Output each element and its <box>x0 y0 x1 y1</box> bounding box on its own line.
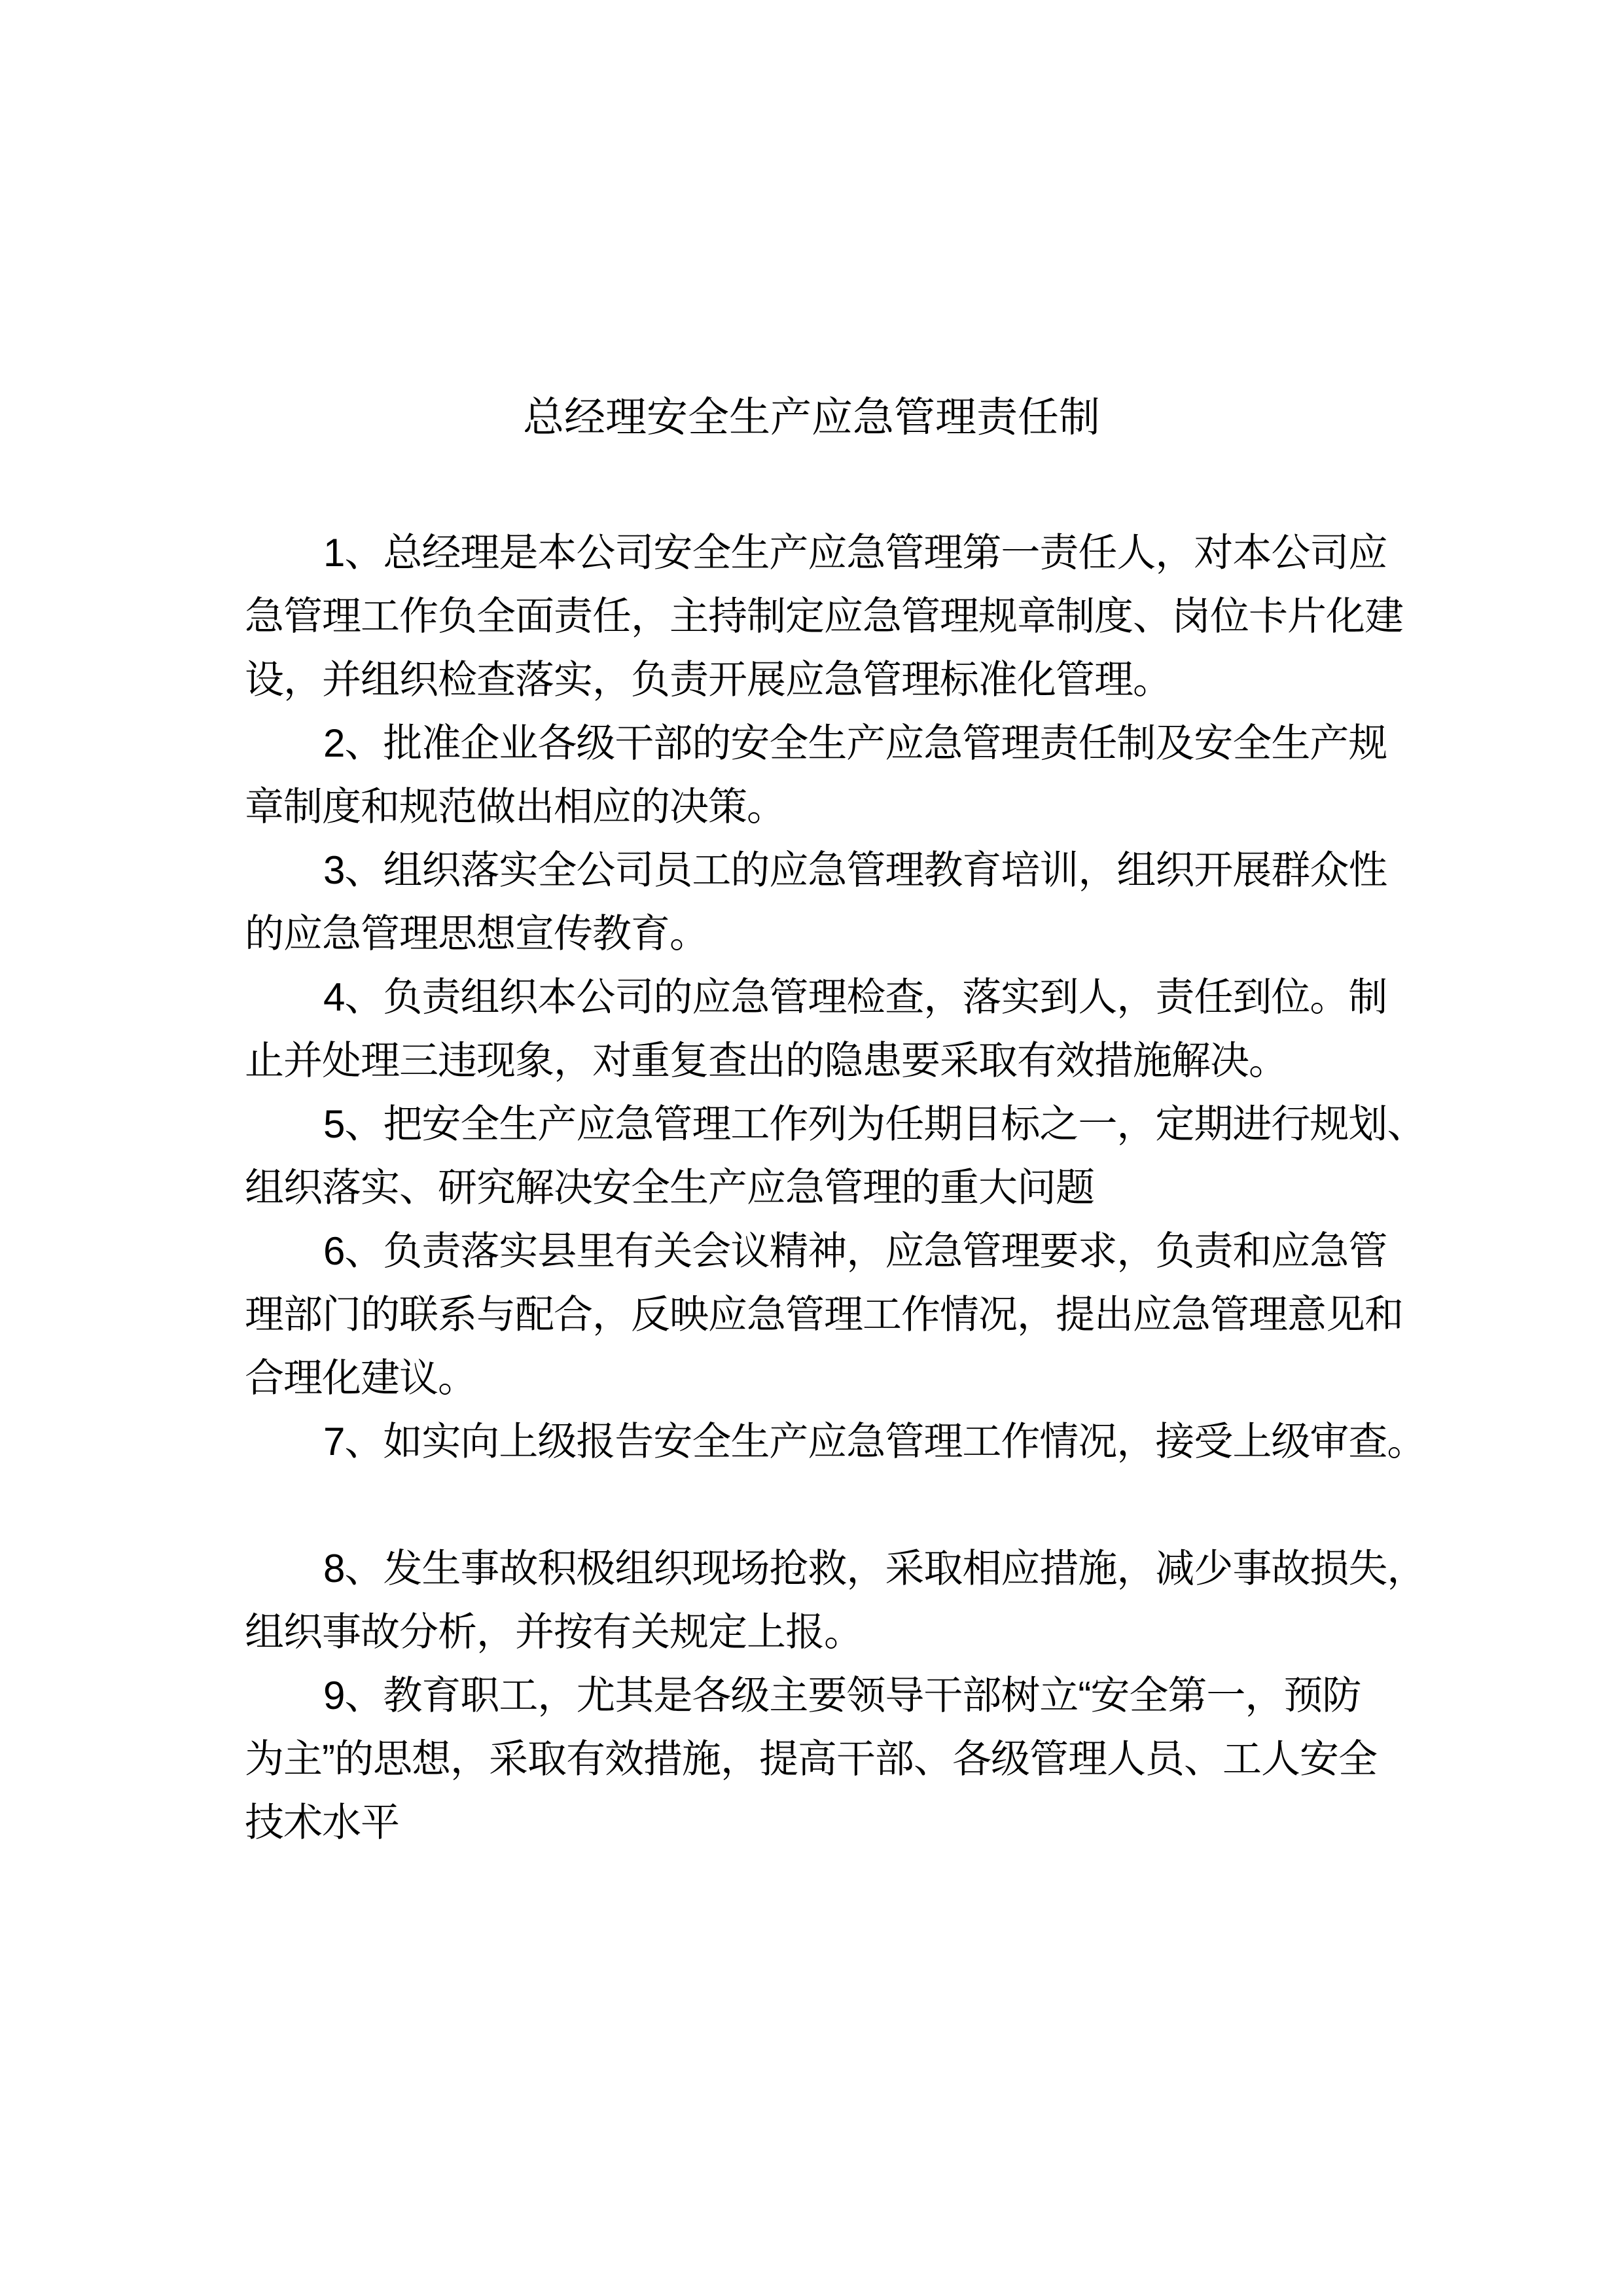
text-line: 章制度和规范做出相应的决策。 <box>245 785 785 829</box>
text-line: 8、发生事故积极组织现场抢救，采取相应措施，减少事故损失， <box>323 1547 1426 1590</box>
document-title: 总经理安全生产应急管理责任制 <box>523 395 1100 440</box>
text-line: 技术水平 <box>245 1801 399 1844</box>
text-line: 2、批准企业各级干部的安全生产应急管理责任制及安全生产规 <box>323 721 1387 765</box>
text-line: 1、总经理是本公司安全生产应急管理第一责任人，对本公司应 <box>323 531 1387 575</box>
text-line: 合理化建议。 <box>245 1356 476 1400</box>
text-line: 组织落实、研究解决安全生产应急管理的重大问题 <box>245 1166 1094 1210</box>
text-line: 设，并组织检查落实，负责开展应急管理标准化管理。 <box>245 658 1171 702</box>
text-line: 止并处理三违现象，对重复查出的隐患要采取有效措施解决。 <box>245 1039 1287 1083</box>
text-line: 急管理工作负全面责任，主持制定应急管理规章制度、岗位卡片化建 <box>245 594 1403 638</box>
text-line: 4、负责组织本公司的应急管理检查，落实到人，责任到位。制 <box>323 975 1387 1019</box>
text-line: 的应急管理思想宣传教育。 <box>245 912 708 956</box>
text-line: 6、负责落实县里有关会议精神，应急管理要求，负责和应急管 <box>323 1229 1387 1273</box>
text-line: 为主”的思想，采取有效措施，提高干部、各级管理人员、工人安全 <box>245 1737 1377 1781</box>
text-line: 9、教育职工，尤其是各级主要领导干部树立“安全第一，预防 <box>323 1674 1361 1717</box>
document-body <box>245 521 1426 1854</box>
text-line: 组织事故分析，并按有关规定上报。 <box>245 1610 863 1654</box>
text-line: 7、如实向上级报告安全生产应急管理工作情况，接受上级审查。 <box>323 1420 1426 1463</box>
text-line: 理部门的联系与配合，反映应急管理工作情况，提出应急管理意见和 <box>245 1293 1403 1336</box>
text-line <box>245 1473 1406 1537</box>
text-line: 5、把安全生产应急管理工作列为任期目标之一，定期进行规划、 <box>323 1102 1426 1146</box>
text-line: 3、组织落实全公司员工的应急管理教育培训，组织开展群众性 <box>323 848 1387 892</box>
